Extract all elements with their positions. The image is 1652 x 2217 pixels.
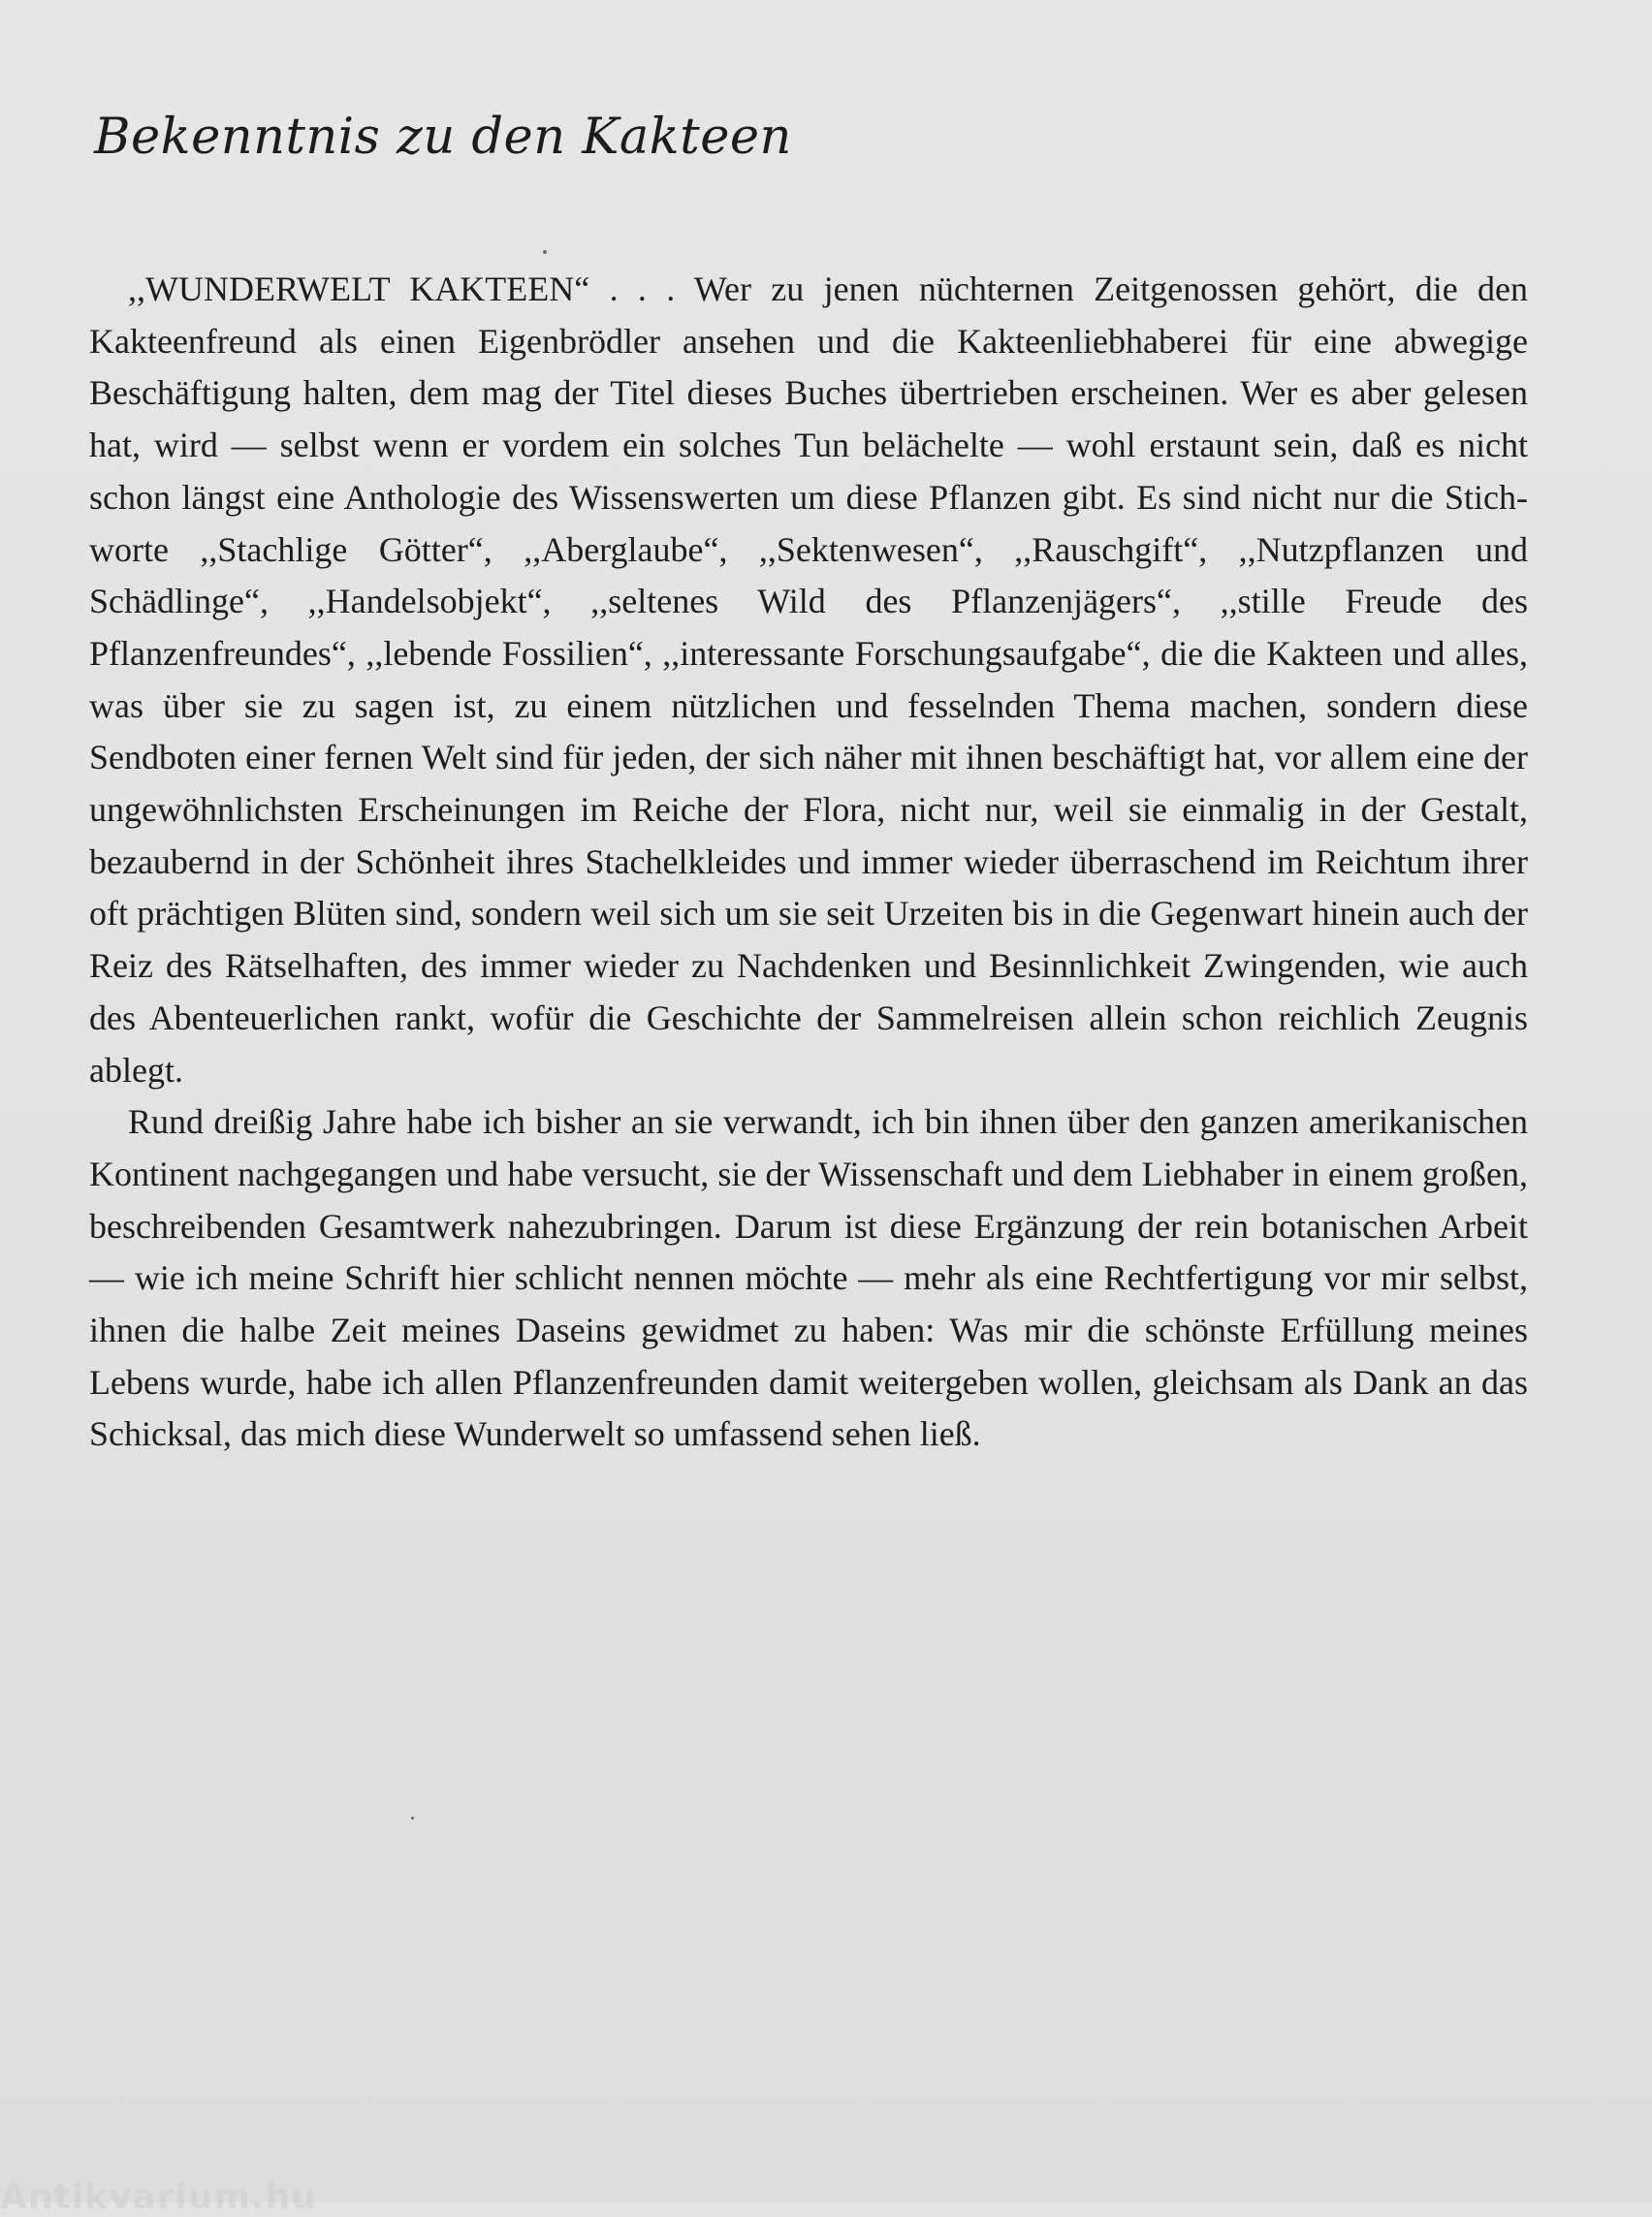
body-text (89, 264, 1528, 1461)
dust-speck (543, 250, 547, 254)
page-title: Bekenntnis zu den Kakteen (94, 109, 792, 166)
dust-speck (411, 1817, 414, 1820)
paragraph-1: ,,WUNDERWELT KAKTEEN“ . . . Wer zu jenen nüchternen Zeitgenossen gehört, die den Kakteenfreund als einen Eigenbrödler ansehen und die Kakteenliebhaberei für eine abwegige Beschäftigung halten, dem mag der Titel dieses Buches übertrieben erscheinen. Wer es aber gelesen hat, wird — selbst wenn er vordem ein solches Tun belächelte — wohl erstaunt sein, daß es nicht schon längst eine Anthologie des Wissenswerten um diese Pflanzen gibt. Es sind nicht nur die Stichworte ,,Stachlige Götter“, ,,Aberglaube“, ,,Sektenwesen“, ,,Rauschgift“, ,,Nutzpflanzen und Schädlinge“, ,,Handelsobjekt“, ,,seltenes Wild des Pflanzenjägers“, ,,stille Freude des Pflanzenfreundes“, ,,lebende Fossilien“, ,,interessante Forschungsaufgabe“, die die Kakteen und alles, was über sie zu sagen ist, zu einem nützlichen und fesselnden Thema machen, sondern diese Sendboten einer fernen Welt sind für jeden, der sich näher mit ihnen beschäftigt hat, vor allem eine der ungewöhnlichsten Erscheinungen im Reiche der Flora, nicht nur, weil sie einmalig in der Gestalt, bezaubernd in der Schönheit ihres Stachelkleides und immer wieder überraschend im Reichtum ihrer oft prächtigen Blüten sind, sondern weil sich um sie seit Urzeiten bis in die Gegenwart hinein auch der Reiz des Rätselhaften, des immer wieder zu Nachdenken und Besinnlichkeit Zwingenden, wie auch des Abenteuerlichen rankt, wofür die Geschichte der Sammelreisen allein schon reichlich Zeugnis ablegt. (89, 269, 1528, 1090)
paragraph-2: Rund dreißig Jahre habe ich bisher an sie verwandt, ich bin ihnen über den ganzen amerikanischen Kontinent nachgegangen und habe versucht, sie der Wissenschaft und dem Liebhaber in einem großen, beschreibenden Gesamtwerk nahezubringen. Darum ist diese Ergänzung der rein botanischen Arbeit — wie ich meine Schrift hier schlicht nennen möchte — mehr als eine Rechtfertigung vor mir selbst, ihnen die halbe Zeit meines Daseins gewidmet zu haben: Was mir die schönste Erfüllung meines Lebens wurde, habe ich allen Pflanzenfreunden damit weitergeben wollen, gleichsam als Dank an das Schicksal, das mich diese Wunderwelt so umfassend sehen ließ. (89, 1102, 1528, 1454)
watermark-text: Antikvarium.hu (0, 2177, 317, 2217)
